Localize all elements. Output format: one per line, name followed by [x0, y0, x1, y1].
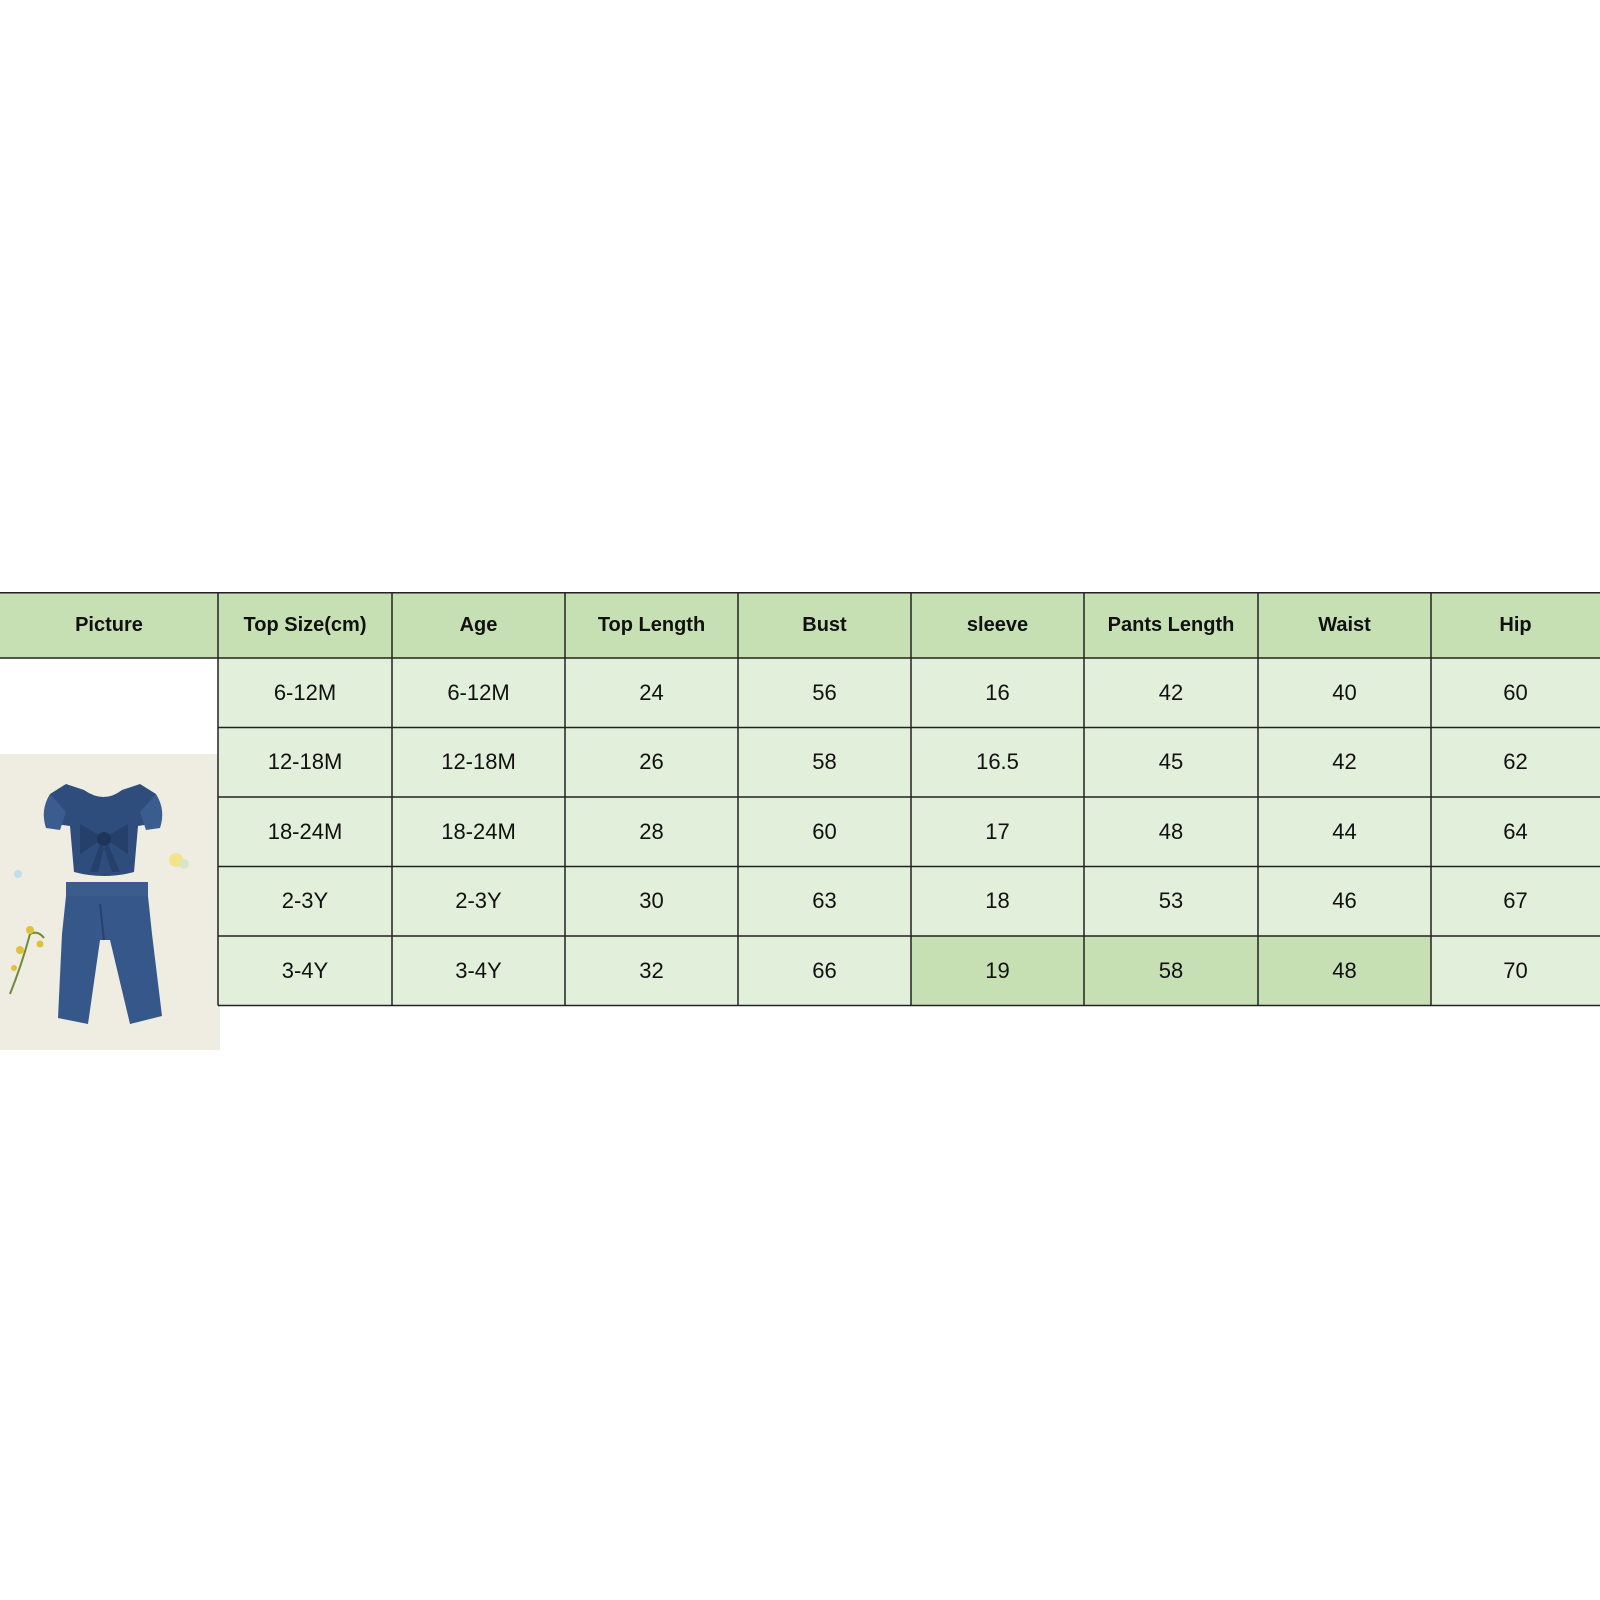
table-cell: 19 — [911, 936, 1084, 1006]
table-cell: 18-24M — [218, 797, 392, 867]
denim-outfit-photo-icon — [0, 754, 220, 1050]
table-cell: 6-12M — [218, 658, 392, 728]
table-cell: 12-18M — [392, 728, 565, 798]
table-cell: 46 — [1258, 867, 1431, 937]
table-cell: 42 — [1258, 728, 1431, 798]
table-cell: 60 — [738, 797, 911, 867]
table-cell: 16 — [911, 658, 1084, 728]
table-cell: 24 — [565, 658, 738, 728]
table-cell: 48 — [1258, 936, 1431, 1006]
table-cell: 3-4Y — [218, 936, 392, 1006]
table-cell: 66 — [738, 936, 911, 1006]
product-photo — [0, 754, 220, 1050]
table-cell: 12-18M — [218, 728, 392, 798]
column-header: Waist — [1258, 592, 1431, 658]
table-cell: 58 — [1084, 936, 1258, 1006]
column-header: Bust — [738, 592, 911, 658]
table-cell: 60 — [1431, 658, 1600, 728]
table-cell: 62 — [1431, 728, 1600, 798]
column-header: Top Length — [565, 592, 738, 658]
table-cell: 64 — [1431, 797, 1600, 867]
table-cell: 58 — [738, 728, 911, 798]
table-cell: 3-4Y — [392, 936, 565, 1006]
picture-cell — [0, 658, 218, 1008]
column-header: Picture — [0, 592, 218, 658]
table-cell: 28 — [565, 797, 738, 867]
table-cell: 32 — [565, 936, 738, 1006]
table-cell: 44 — [1258, 797, 1431, 867]
table-cell: 53 — [1084, 867, 1258, 937]
column-header: sleeve — [911, 592, 1084, 658]
table-cell: 16.5 — [911, 728, 1084, 798]
table-cell: 63 — [738, 867, 911, 937]
table-cell: 56 — [738, 658, 911, 728]
table-cell: 30 — [565, 867, 738, 937]
table-cell: 18-24M — [392, 797, 565, 867]
table-cell: 2-3Y — [218, 867, 392, 937]
size-chart-table — [0, 592, 1600, 1008]
table-cell: 6-12M — [392, 658, 565, 728]
table-cell: 42 — [1084, 658, 1258, 728]
table-cell: 17 — [911, 797, 1084, 867]
table-cell: 2-3Y — [392, 867, 565, 937]
table-cell: 48 — [1084, 797, 1258, 867]
column-header: Age — [392, 592, 565, 658]
table-cell: 45 — [1084, 728, 1258, 798]
table-cell: 26 — [565, 728, 738, 798]
table-cell: 67 — [1431, 867, 1600, 937]
column-header: Top Size(cm) — [218, 592, 392, 658]
table-cell: 18 — [911, 867, 1084, 937]
table-cell: 40 — [1258, 658, 1431, 728]
table-cell: 70 — [1431, 936, 1600, 1006]
column-header: Hip — [1431, 592, 1600, 658]
column-header: Pants Length — [1084, 592, 1258, 658]
